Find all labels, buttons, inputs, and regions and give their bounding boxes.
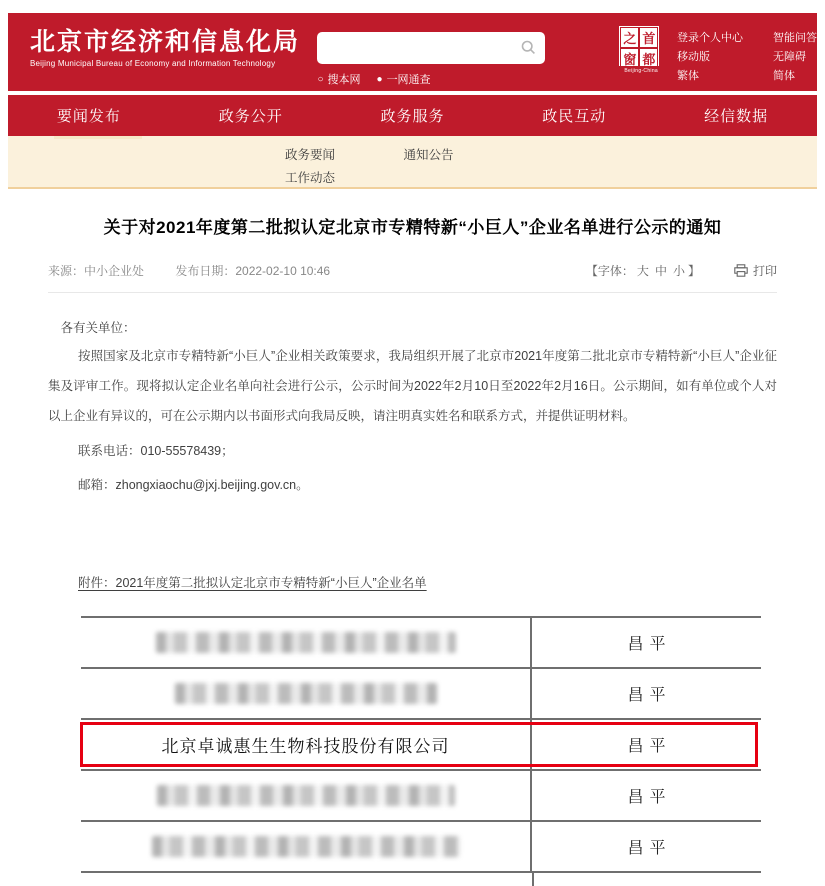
logo-char: 窗 — [620, 48, 639, 69]
redacted-company-name — [157, 785, 455, 806]
search-scope-site[interactable] — [317, 71, 360, 87]
table-row-highlighted — [81, 720, 761, 771]
link-accessibility[interactable]: 无障碍 — [772, 51, 806, 63]
nav-item-data[interactable]: 经信数据 — [704, 108, 769, 125]
site-subtitle: Beijing Municipal Bureau of Economy and Information Technology — [30, 59, 276, 68]
font-size-small-button[interactable]: 小 — [672, 264, 685, 278]
search-area — [317, 13, 555, 91]
article — [8, 213, 817, 873]
logo-char: 首 — [639, 27, 658, 48]
sub-nav — [8, 136, 817, 189]
table-row — [81, 669, 761, 720]
district-cell: 昌平 — [627, 636, 672, 653]
font-size-prefix: 【字体： — [585, 264, 634, 278]
district-cell: 昌平 — [627, 840, 672, 857]
district-cell: 昌平 — [627, 789, 672, 806]
article-body — [48, 318, 777, 594]
redacted-company-name — [152, 836, 460, 857]
district-cell: 昌平 — [627, 738, 672, 755]
link-mobile-version[interactable]: 移动版 — [676, 51, 710, 63]
print-label: 打印 — [752, 264, 777, 278]
logo-caption: Beijing-China — [624, 68, 658, 74]
radio-unselected-icon: ○ — [317, 73, 324, 85]
article-meta — [48, 262, 777, 293]
capital-window-logo-icon — [619, 26, 659, 66]
capital-window-logo[interactable] — [619, 13, 663, 91]
search-scope-net-label: 一网通查 — [386, 74, 431, 86]
radio-selected-icon: ● — [376, 73, 383, 85]
company-cell — [81, 720, 532, 769]
contact-email: 邮箱：zhongxiaochu@jxj.beijing.gov.cn。 — [78, 478, 309, 492]
link-simplified-chinese[interactable]: 简体 — [772, 70, 795, 82]
article-date: 发布日期：2022-02-10 10:46 — [175, 264, 331, 278]
logo-char: 都 — [639, 48, 658, 69]
link-smart-qa[interactable]: 智能问答 — [772, 32, 817, 44]
redacted-company-name — [156, 632, 456, 653]
column-divider-stub — [532, 873, 534, 886]
subnav-item-work-updates[interactable]: 工作动态 — [285, 171, 336, 185]
company-cell — [81, 771, 532, 820]
contact-phone: 联系电话：010-55578439； — [78, 444, 234, 458]
header-quick-links — [677, 13, 817, 91]
company-name: 北京卓诚惠生生物科技股份有限公司 — [161, 737, 450, 756]
subnav-item-notices[interactable]: 通知公告 — [403, 148, 454, 162]
search-icon[interactable] — [521, 40, 536, 60]
salutation: 各有关单位： — [60, 321, 136, 335]
district-cell: 昌平 — [627, 687, 672, 704]
search-scope-site-label: 搜本网 — [327, 74, 361, 86]
company-cell — [81, 669, 532, 718]
company-cell — [81, 618, 532, 667]
subnav-item-gov-news[interactable]: 政务要闻 — [285, 148, 336, 162]
attachment-line — [48, 572, 777, 594]
main-nav — [8, 95, 817, 136]
link-login-personal-center[interactable]: 登录个人中心 — [676, 32, 743, 44]
printer-icon — [734, 264, 748, 277]
font-size-large-button[interactable]: 大 — [636, 264, 649, 278]
site-title: 北京市经济和信息化局 — [30, 28, 301, 56]
font-size-medium-button[interactable]: 中 — [654, 264, 667, 278]
page-title: 关于对2021年度第二批拟认定北京市专精特新“小巨人”企业名单进行公示的通知 — [103, 218, 722, 237]
redacted-company-name — [175, 683, 437, 704]
nav-item-gov-disclosure[interactable]: 政务公开 — [218, 108, 283, 125]
table-row — [81, 771, 761, 822]
link-traditional-chinese[interactable]: 繁体 — [676, 70, 699, 82]
nav-item-news[interactable]: 要闻发布 — [56, 108, 121, 125]
logo-char: 之 — [620, 27, 639, 48]
font-size-switcher — [586, 262, 700, 279]
active-nav-underline — [54, 136, 142, 139]
site-header — [8, 13, 817, 91]
enterprise-table — [81, 616, 761, 873]
nav-item-gov-services[interactable]: 政务服务 — [380, 108, 445, 125]
print-button[interactable] — [734, 262, 777, 279]
site-brand — [30, 13, 317, 91]
table-row — [81, 822, 761, 873]
company-cell — [81, 822, 532, 871]
article-source: 来源：中小企业处 — [48, 264, 145, 278]
announcement-paragraph: 按照国家及北京市专精特新“小巨人”企业相关政策要求，我局组织开展了北京市2021年度第二批北京市专精特新“小巨人”企业征集及评审工作。现将拟认定企业名单向社会进行公示，公示时间为2022年2月10日至2022年2月16日。公示期间，如有单位或个人对以上企业有异议的，可在公示期内以书面形式向我局反映，请注明真实姓名和联系方式，并提供证明材料。 — [48, 349, 777, 423]
search-scope-net[interactable] — [377, 71, 431, 87]
nav-item-interaction[interactable]: 政民互动 — [542, 108, 607, 125]
table-row — [81, 618, 761, 669]
attachment-link[interactable]: 附件：2021年度第二批拟认定北京市专精特新“小巨人”企业名单 — [78, 576, 427, 590]
font-size-suffix: 】 — [687, 264, 700, 278]
search-input[interactable] — [317, 32, 545, 64]
